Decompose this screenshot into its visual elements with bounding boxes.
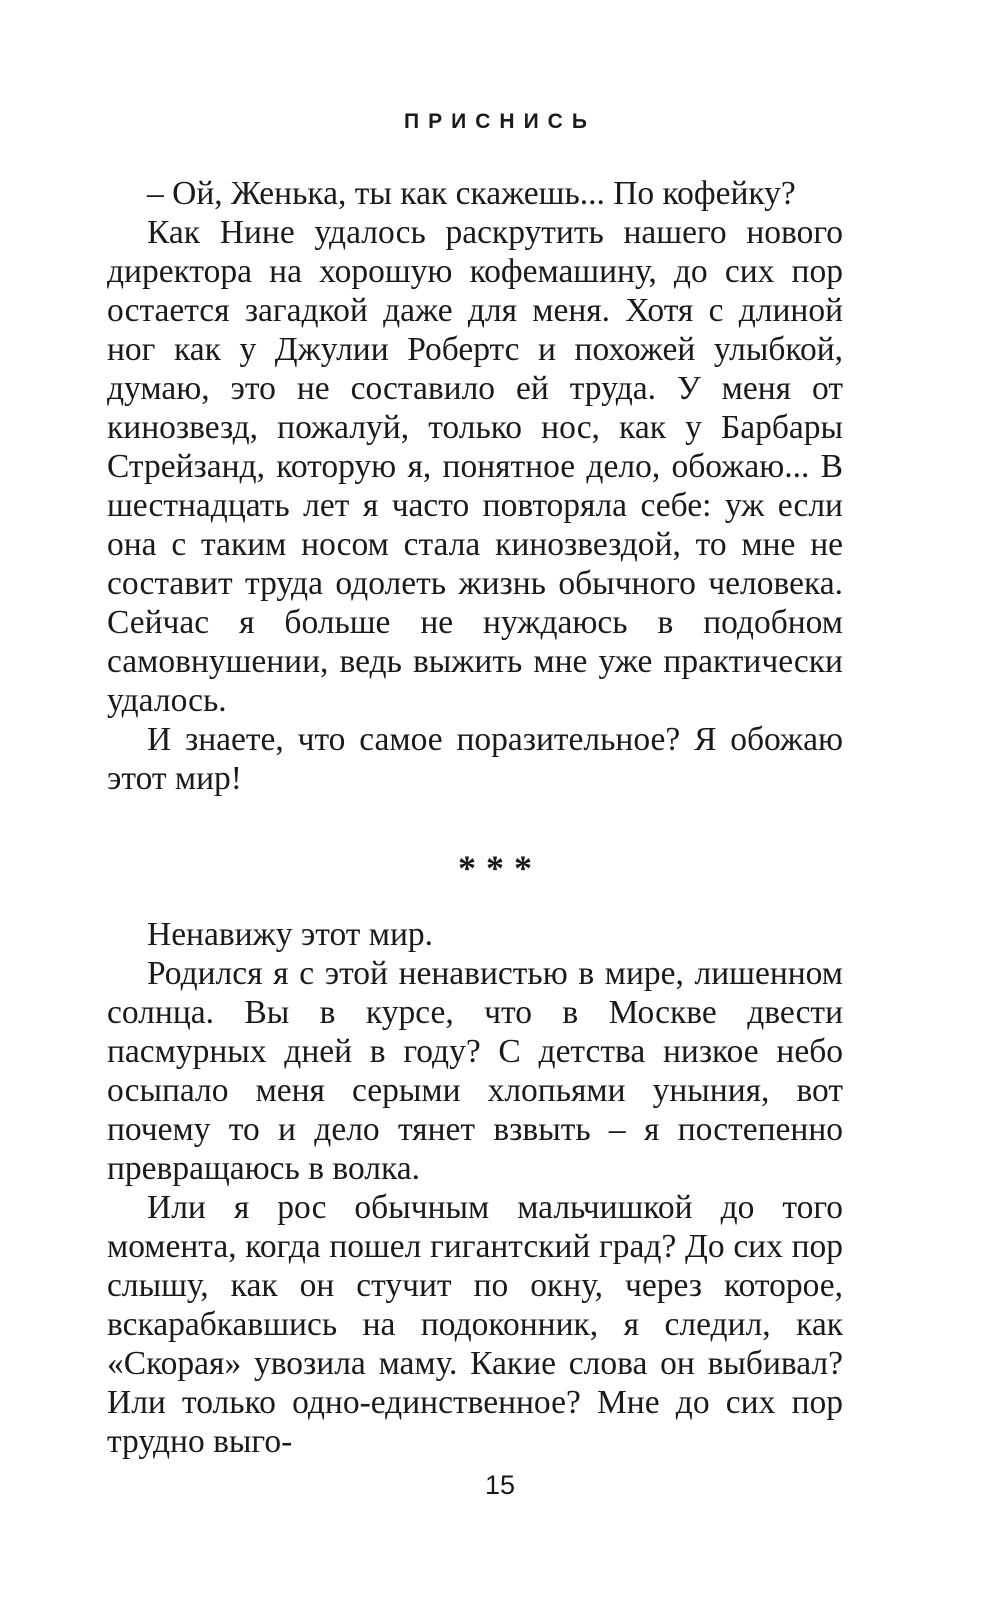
paragraph: И знаете, что самое поразительное? Я обожаю этот мир! — [107, 721, 843, 797]
paragraph: Родился я с этой ненавистью в мире, лишенном солнца. Вы в курсе, что в Москве двести пасмурных дней в году? С детства низкое небо осыпало меня серыми хлопьями уныния, вот почему то и дело тянет взвыть – я постепенно превращаюсь в волка. — [107, 955, 843, 1187]
paragraph: Или я рос обычным мальчишкой до того момента, когда пошел гигантский град? До сих пор слышу, как он стучит по окну, через которое, вскарабкавшись на подоконник, я следил, как «Скорая» увозила маму. Какие слова он выбивал? Или только одно-единственное? Мне до сих пор трудно выго- — [107, 1189, 843, 1460]
paragraph: Ненавижу этот мир. — [147, 916, 434, 953]
section-1 — [107, 174, 843, 798]
paragraph: Как Нине удалось раскрутить нашего нового директора на хорошую кофемашину, до сих пор остается загадкой даже для меня. Хотя с длиной ног как у Джулии Робертс и похожей улыбкой, думаю, это не составило ей труда. У меня от кинозвезд, пожалуй, только нос, как у Барбары Стрейзанд, которую я, понятное дело, обожаю... В шестнадцать лет я часто повторяла себе: уж если она с таким носом стала кинозвездой, то мне не составит труда одолеть жизнь обычного человека. Сейчас я больше не нуждаюсь в подобном самовнушении, ведь выжить мне уже практически удалось. — [107, 214, 843, 719]
page-number: 15 — [484, 1470, 516, 1500]
section-separator: *** — [458, 848, 542, 888]
paragraph: – Ой, Женька, ты как скажешь... По кофейку? — [147, 175, 796, 212]
running-head: ПРИСНИСЬ — [404, 110, 596, 133]
section-2 — [107, 915, 843, 1461]
